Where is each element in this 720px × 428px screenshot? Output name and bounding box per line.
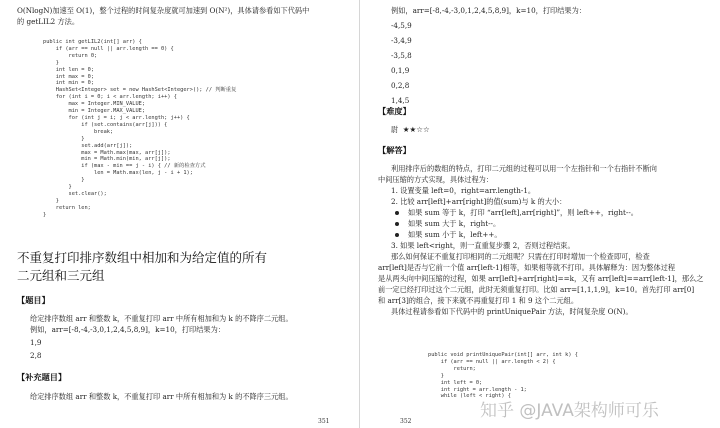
code-line: for (int i = 0; i < arr.length; i++) { [43, 94, 177, 101]
code-line: if (max - min == j - i) { // 新的检查方式 [43, 163, 206, 170]
heading-line-1: 不重复打印排序数组中相加和为给定值的所有 [17, 250, 268, 265]
code-line: for (int j = i; j < arr.length; j++) { [43, 114, 190, 121]
left-code-block [43, 39, 236, 219]
topic-line: 例如，arr=[-8,-4,-3,0,1,2,4,5,8,9]，k=10，打印结果为： [30, 325, 225, 334]
code-line: int right = arr.length - 1; [428, 386, 527, 393]
answer-label: 【解答】 [378, 145, 411, 155]
code-line: } [43, 211, 47, 218]
answer-line: 那么如何保证不重复打印相同的二元组呢？只需在打印时增加一个检查即可，检查 [391, 252, 650, 261]
example-result: 0,1,9 [391, 66, 410, 75]
example-result: 1,4,5 [391, 96, 410, 105]
code-line: int left = 0; [428, 379, 483, 386]
difficulty-row [391, 124, 430, 135]
page-number: 351 [318, 418, 330, 425]
code-line: } [43, 184, 72, 191]
answer-line: 具体过程请参看如下代码中的 printUniquePair 方法，时间复杂度 O(N)。 [391, 307, 633, 316]
code-line: int len = 0; [43, 66, 95, 73]
answer-bullet: 如果 sum 等于 k，打印 “arr[left],arr[right]”，则 left++，right--。 [378, 207, 703, 218]
difficulty-label: 【难度】 [378, 106, 411, 116]
code-line: max = Integer.MIN_VALUE; [43, 101, 146, 108]
answer-line: 和 arr[3]的组合，接下来就不再重复打印 1 和 9 这个二元组。 [378, 296, 579, 305]
code-line: } [43, 59, 59, 66]
intro-line-2: 的 getLIL2 方法。 [17, 17, 80, 26]
code-line: if (set.contains(arr[j])) { [43, 121, 168, 128]
example-line: 例如，arr=[-8,-4,-3,0,1,2,4,5,8,9]，k=10，打印结果为： [391, 6, 586, 15]
code-line: int min = 0; [43, 80, 95, 87]
right-page [360, 0, 719, 428]
code-line: set.clear(); [43, 190, 107, 197]
left-intro [17, 5, 309, 27]
answer-step: 3. 如果 left<right，则一直重复步骤 2，否则过程结束。 [391, 241, 575, 250]
code-line: return 0; [43, 52, 98, 59]
code-line: if (arr == null || arr.length < 2) { [428, 358, 556, 365]
example-result: 0,2,8 [391, 81, 410, 90]
extra-topic-line: 给定排序数组 arr 和整数 k，不重复打印 arr 中所有相加和为 k 的不降序三元组。 [30, 392, 293, 401]
page-number: 352 [400, 418, 412, 425]
code-line: return len; [43, 204, 91, 211]
watermark: 知乎 @JAVA架构师可乐 [480, 401, 659, 421]
extra-topic-label: 【补充题目】 [17, 372, 67, 382]
topic-result: 2,8 [30, 351, 42, 360]
difficulty-rank: 尉 [391, 125, 399, 134]
code-line: max = Math.max(max, arr[j]); [43, 149, 171, 156]
topic-body [30, 313, 293, 361]
bullet-icon [395, 222, 399, 226]
code-line: int max = 0; [43, 73, 95, 80]
right-code-block [428, 352, 578, 400]
topic-result: 1,9 [30, 338, 42, 347]
code-line: } [43, 197, 59, 204]
star-rating-icon: ★★☆☆ [402, 125, 430, 134]
example-block [391, 5, 586, 106]
answer-line: 是从两头向中间压缩的过程，如果 arr[left]+arr[right]==k，又有 arr[left]==arr[left-1]，那么之 [378, 274, 704, 283]
code-line: len = Math.max(len, j - i + 1); [43, 170, 193, 177]
code-line: return; [428, 365, 476, 372]
heading-line-2: 二元组和三元组 [17, 268, 105, 283]
intro-line-1: O(NlogN)加速至 O(1)，整个过程的时间复杂度就可加速到 O(N²)，具体请参看如下代码中 [17, 6, 310, 15]
code-line: min = Integer.MAX_VALUE; [43, 108, 146, 115]
answer-body [378, 163, 703, 317]
answer-line: 前一定已经打印过这个二元组，此时无须重复打印。比如 arr=[1,1,1,9]，k=10。首先打印 arr[0] [378, 285, 695, 294]
answer-bullet: 如果 sum 大于 k，right--。 [378, 218, 703, 229]
answer-line: 利用排序后的数组的特点，打印二元组的过程可以用一个左指针和一个右指针不断向 [391, 164, 657, 173]
topic-label: 【题目】 [17, 295, 50, 305]
answer-line: arr[left]是否与它前一个值 arr[left-1]相等，如果相等就不打印。具体解释为：因为整体过程 [378, 263, 676, 272]
example-result: -3,4,9 [391, 36, 412, 45]
bullet-icon [395, 233, 399, 237]
answer-line: 中间压缩的方式实现，具体过程为： [378, 175, 494, 184]
topic-line: 给定排序数组 arr 和整数 k，不重复打印 arr 中所有相加和为 k 的不降序二元组。 [30, 314, 293, 323]
code-line: set.add(arr[j]); [43, 142, 133, 149]
example-result: -3,5,8 [391, 51, 412, 60]
code-line: while (left < right) { [428, 393, 511, 400]
code-line: } [43, 177, 85, 184]
code-line: if (arr == null || arr.length == 0) { [43, 45, 174, 52]
section-heading [17, 249, 267, 285]
answer-bullet: 如果 sum 小于 k，left++。 [378, 229, 703, 240]
bullet-icon [395, 211, 399, 215]
code-line: min = Math.min(min, arr[j]); [43, 156, 171, 163]
code-line: } [43, 135, 85, 142]
answer-step: 1. 设置变量 left=0，right=arr.length-1。 [391, 186, 536, 195]
example-result: -4,5,9 [391, 21, 412, 30]
code-line: HashSet<Integer> set = new HashSet<Integer>(); // 判断重复 [43, 87, 237, 94]
code-line: public void printUniquePair(int[] arr, int k) { [428, 352, 578, 358]
code-line: } [428, 372, 444, 379]
code-line: public int getLIL2(int[] arr) { [43, 39, 142, 45]
code-line: break; [43, 128, 114, 135]
answer-step: 2. 比较 arr[left]+arr[right]的值(sum)与 k 的大小： [391, 197, 567, 206]
